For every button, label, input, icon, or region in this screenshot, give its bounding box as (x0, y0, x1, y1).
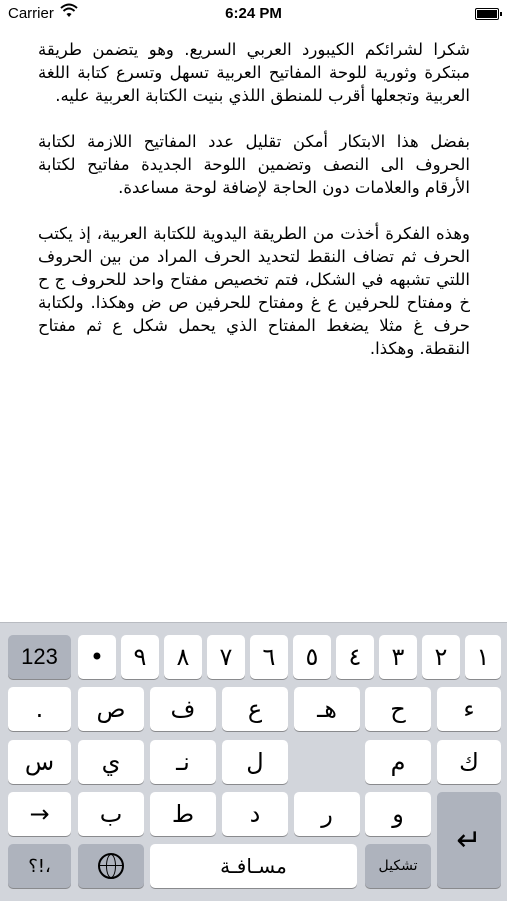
key-punctuation[interactable]: ؟!، (8, 844, 71, 888)
key-8[interactable]: ٨ (164, 635, 202, 679)
key-sad[interactable]: ص (78, 687, 144, 731)
key-tta[interactable]: ط (150, 792, 216, 836)
key-ain[interactable]: ع (222, 687, 288, 731)
key-kaf[interactable]: ك (437, 740, 501, 784)
key-9[interactable]: ٩ (121, 635, 159, 679)
key-dal[interactable]: د (222, 792, 288, 836)
paragraph: وهذه الفكرة أخذت من الطريقة اليدوية للكتابة العربية، إذ يكتب الحرف ثم تضاف النقط لتحديد الحرف المراد من بين الحروف اللتي تشبهه في الشكل، فتم تخصيص مفتاح واحد للحروف ج ح خ ومفتاح للحرفين ع غ ومفتاح للحرفين ص ض وهكذا. ولكتابة حرف غ مثلا يضغط المفتاح الذي يحمل شكل ع ثم مفتاح النقطة. وهكذا. (38, 224, 470, 358)
key-ha[interactable]: هـ (294, 687, 360, 731)
key-123[interactable]: 123 (8, 635, 71, 679)
key-dot[interactable]: • (78, 635, 116, 679)
key-ra[interactable]: ر (294, 792, 360, 836)
status-bar (0, 0, 507, 28)
key-waw[interactable]: و (365, 792, 431, 836)
paragraph: بفضل هذا الابتكار أمكن تقليل عدد المفاتيح اللازمة لكتابة الحروف الى النصف وتضمين اللوحة الجديدة مفاتيح لكتابة الأرقام والعلامات دون الحاجة لإضافة لوحة مساعدة. (38, 132, 470, 197)
return-key[interactable]: ↵ (437, 792, 501, 888)
clock: 6:24 PM (225, 5, 282, 22)
key-5[interactable]: ٥ (293, 635, 331, 679)
key-ya[interactable]: ي (78, 740, 144, 784)
key-1[interactable]: ١ (465, 635, 501, 679)
key-nun[interactable]: نـ (150, 740, 216, 784)
key-seen[interactable]: س (8, 740, 71, 784)
key-lam[interactable]: ل (222, 740, 288, 784)
key-arrow[interactable]: → (8, 792, 71, 836)
tashkeel-key[interactable]: تشكيل (365, 844, 431, 888)
key-hha[interactable]: ح (365, 687, 431, 731)
key-3[interactable]: ٣ (379, 635, 417, 679)
key-hamza[interactable]: ء (437, 687, 501, 731)
carrier-label: Carrier (8, 5, 54, 22)
key-fa[interactable]: ف (150, 687, 216, 731)
key-2[interactable]: ٢ (422, 635, 460, 679)
space-key[interactable]: مسـافـة (150, 844, 357, 888)
arabic-keyboard (0, 622, 507, 901)
key-period[interactable]: . (8, 687, 71, 731)
key-4[interactable]: ٤ (336, 635, 374, 679)
text-view[interactable] (38, 38, 470, 448)
key-ba[interactable]: ب (78, 792, 144, 836)
globe-icon (98, 853, 124, 879)
paragraph: شكرا لشرائكم الكيبورد العربي السريع. وهو يتضمن طريقة مبتكرة وثورية للوحة المفاتيح العربية تسهل وتسرع كتابة اللغة العربية وتجعلها أقرب للمنطق اللذي بنيت الكتابة العربية عليه. (38, 40, 470, 105)
key-7[interactable]: ٧ (207, 635, 245, 679)
battery-icon (475, 8, 499, 20)
key-mim[interactable]: م (365, 740, 431, 784)
key-6[interactable]: ٦ (250, 635, 288, 679)
globe-key[interactable] (78, 844, 144, 888)
